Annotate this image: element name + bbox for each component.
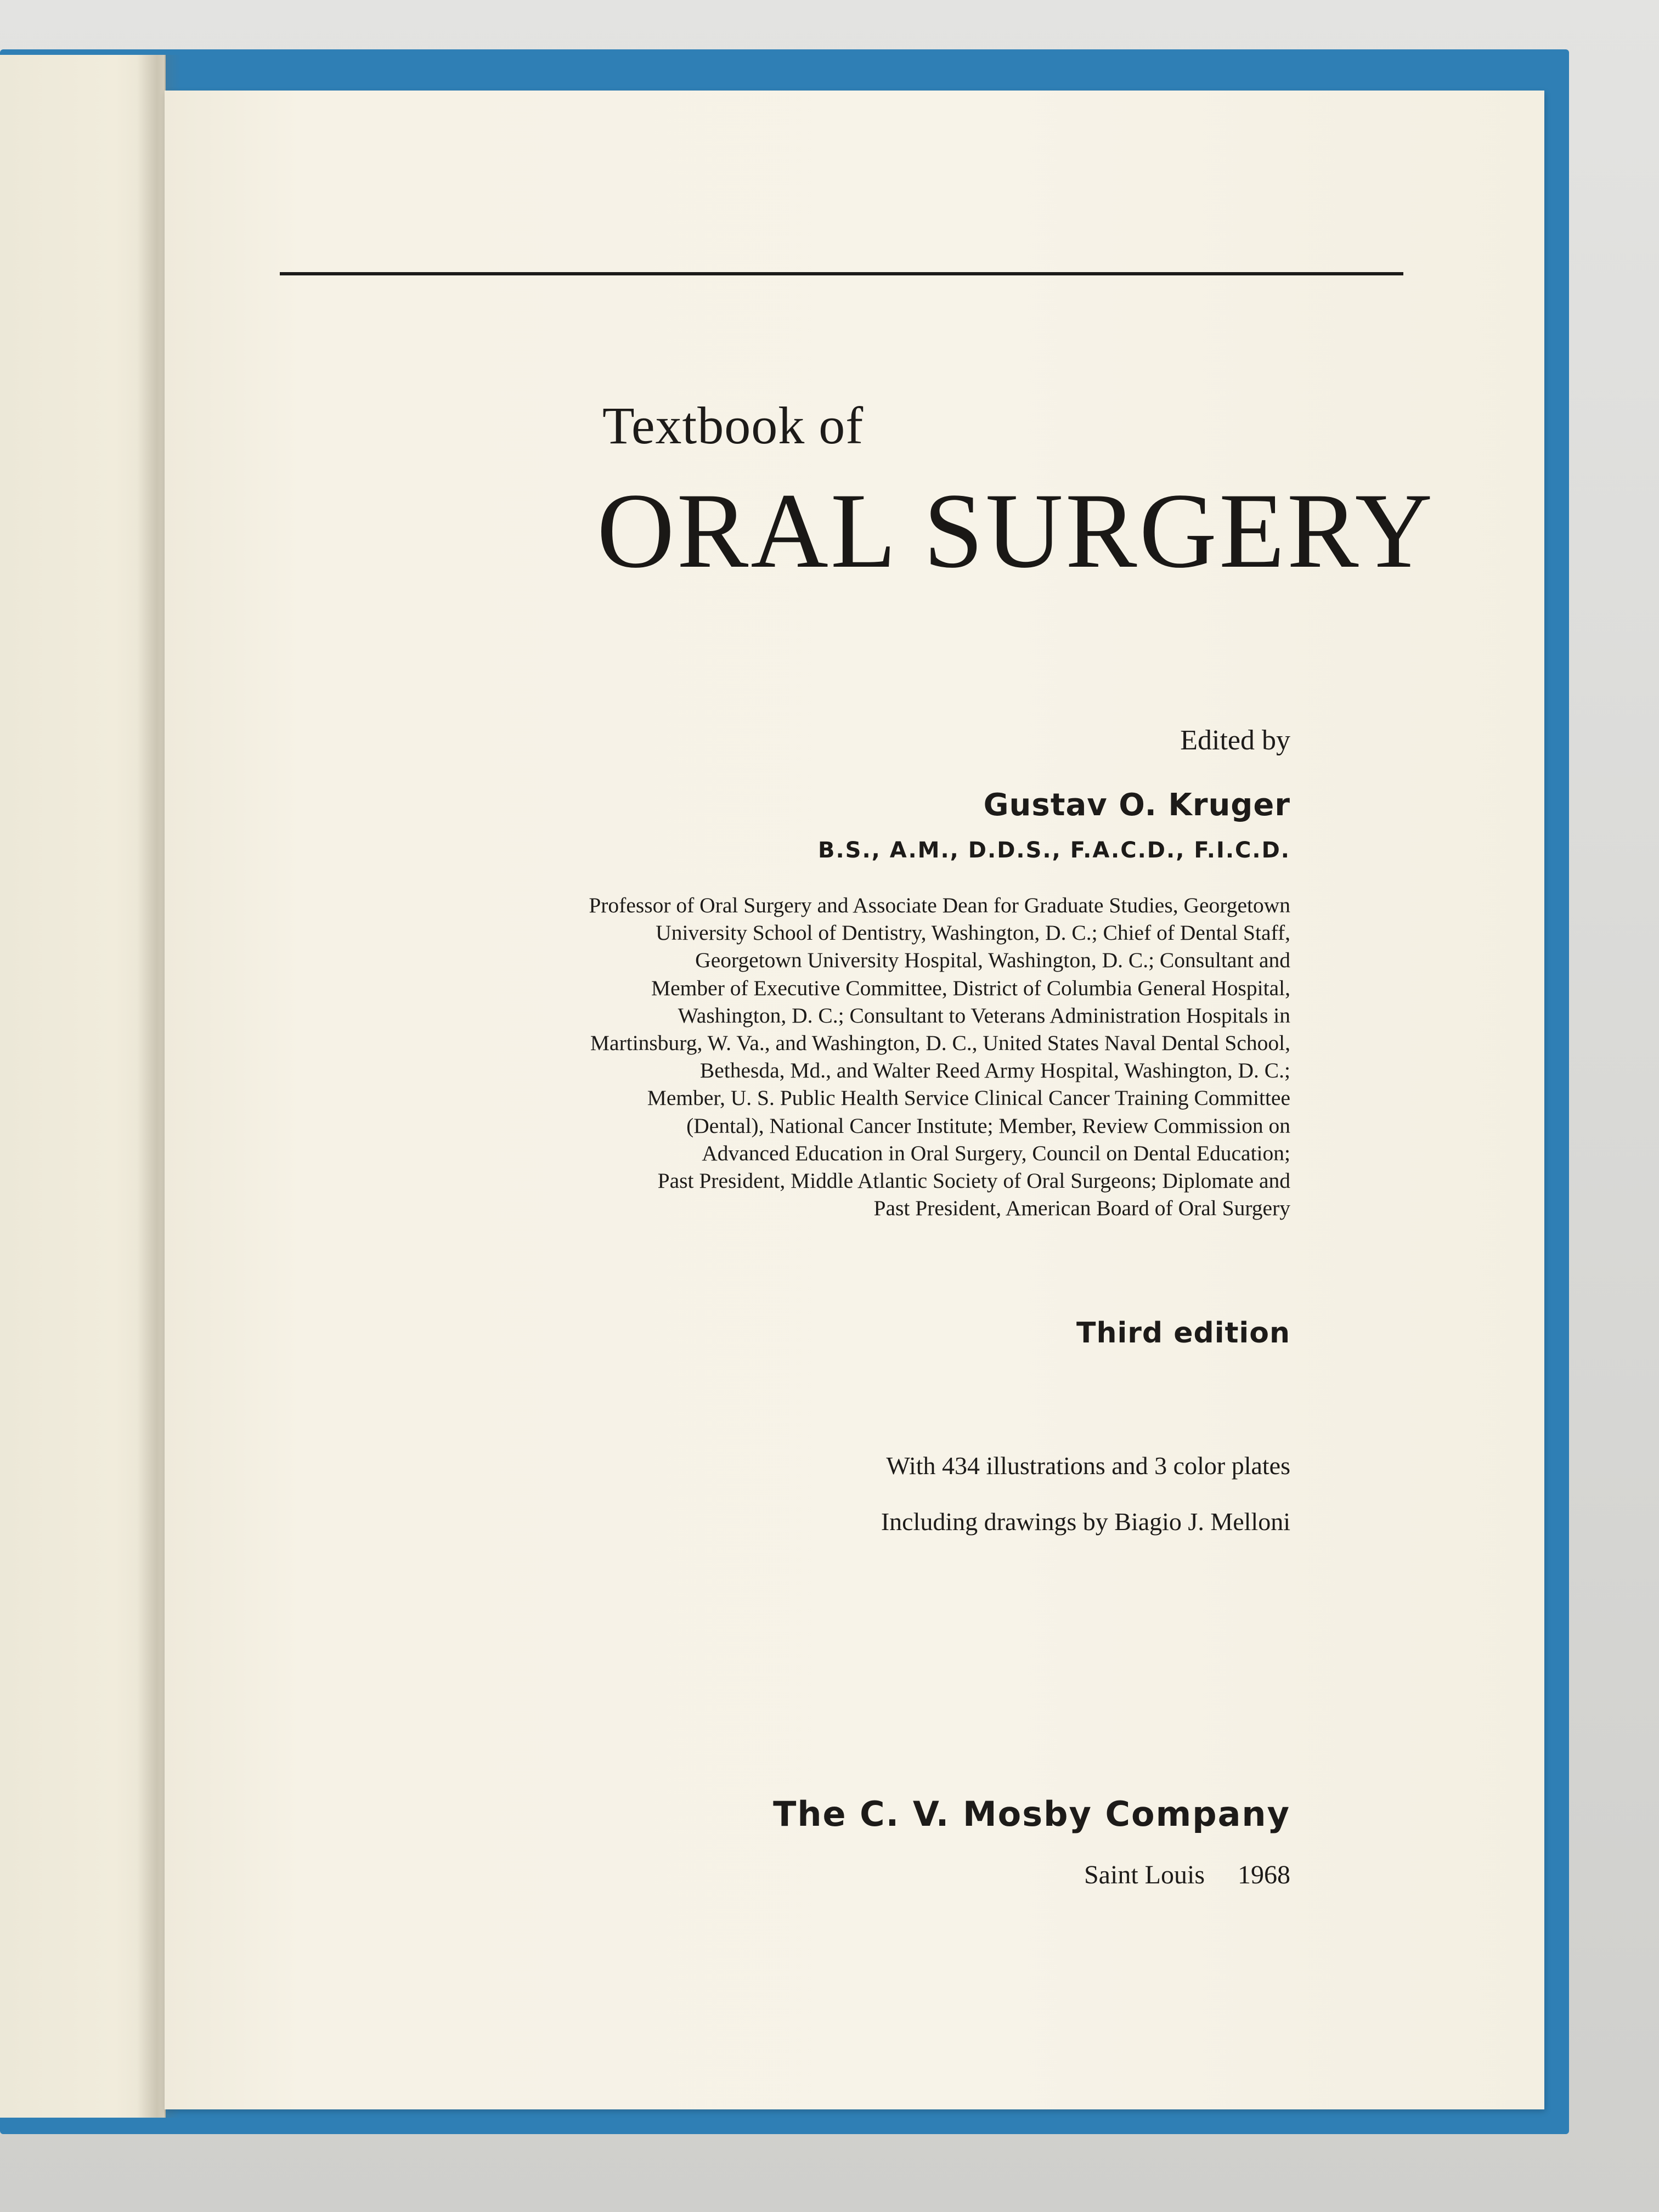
bio-line: Martinsburg, W. Va., and Washington, D. C., United States Naval Dental School, <box>590 1031 1290 1056</box>
publication-year: 1968 <box>1238 1860 1290 1889</box>
bio-line: (Dental), National Cancer Institute; Member, Review Commission on <box>686 1113 1290 1138</box>
edited-by-label: Edited by <box>1180 725 1290 756</box>
top-rule <box>280 272 1403 275</box>
bio-line: Past President, American Board of Oral Surgery <box>873 1196 1290 1221</box>
bio-line: Advanced Education in Oral Surgery, Council on Dental Education; <box>702 1141 1290 1165</box>
editor-degrees: B.S., A.M., D.D.S., F.A.C.D., F.I.C.D. <box>817 838 1290 863</box>
bio-line: Member, U. S. Public Health Service Clinical Cancer Training Committee <box>647 1086 1290 1110</box>
bio-line: Professor of Oral Surgery and Associate Dean for Graduate Studies, Georgetown <box>589 893 1290 917</box>
bio-line: Georgetown University Hospital, Washington, D. C.; Consultant and <box>695 948 1290 973</box>
edition-label: Third edition <box>1076 1317 1290 1350</box>
bio-line: University School of Dentistry, Washington, D. C.; Chief of Dental Staff, <box>656 921 1290 945</box>
publisher-name: The C. V. Mosby Company <box>773 1794 1290 1834</box>
title-prefix: Textbook of <box>602 396 864 455</box>
editor-bio <box>589 891 1290 1222</box>
illustrations-note: With 434 illustrations and 3 color plates <box>886 1452 1290 1480</box>
editor-name: Gustav O. Kruger <box>983 787 1290 823</box>
bio-line: Past President, Middle Atlantic Society of Oral Surgeons; Diplomate and <box>657 1169 1290 1193</box>
bio-line: Washington, D. C.; Consultant to Veterans Administration Hospitals in <box>678 1003 1290 1028</box>
drawings-credit: Including drawings by Biagio J. Melloni <box>881 1508 1290 1536</box>
publication-place: Saint Louis <box>1084 1860 1205 1889</box>
bio-line: Bethesda, Md., and Walter Reed Army Hospital, Washington, D. C.; <box>699 1058 1290 1083</box>
book-title: ORAL SURGERY <box>597 471 1435 590</box>
publication-info <box>1084 1860 1290 1890</box>
bio-line: Member of Executive Committee, District of Columbia General Hospital, <box>651 975 1290 1000</box>
